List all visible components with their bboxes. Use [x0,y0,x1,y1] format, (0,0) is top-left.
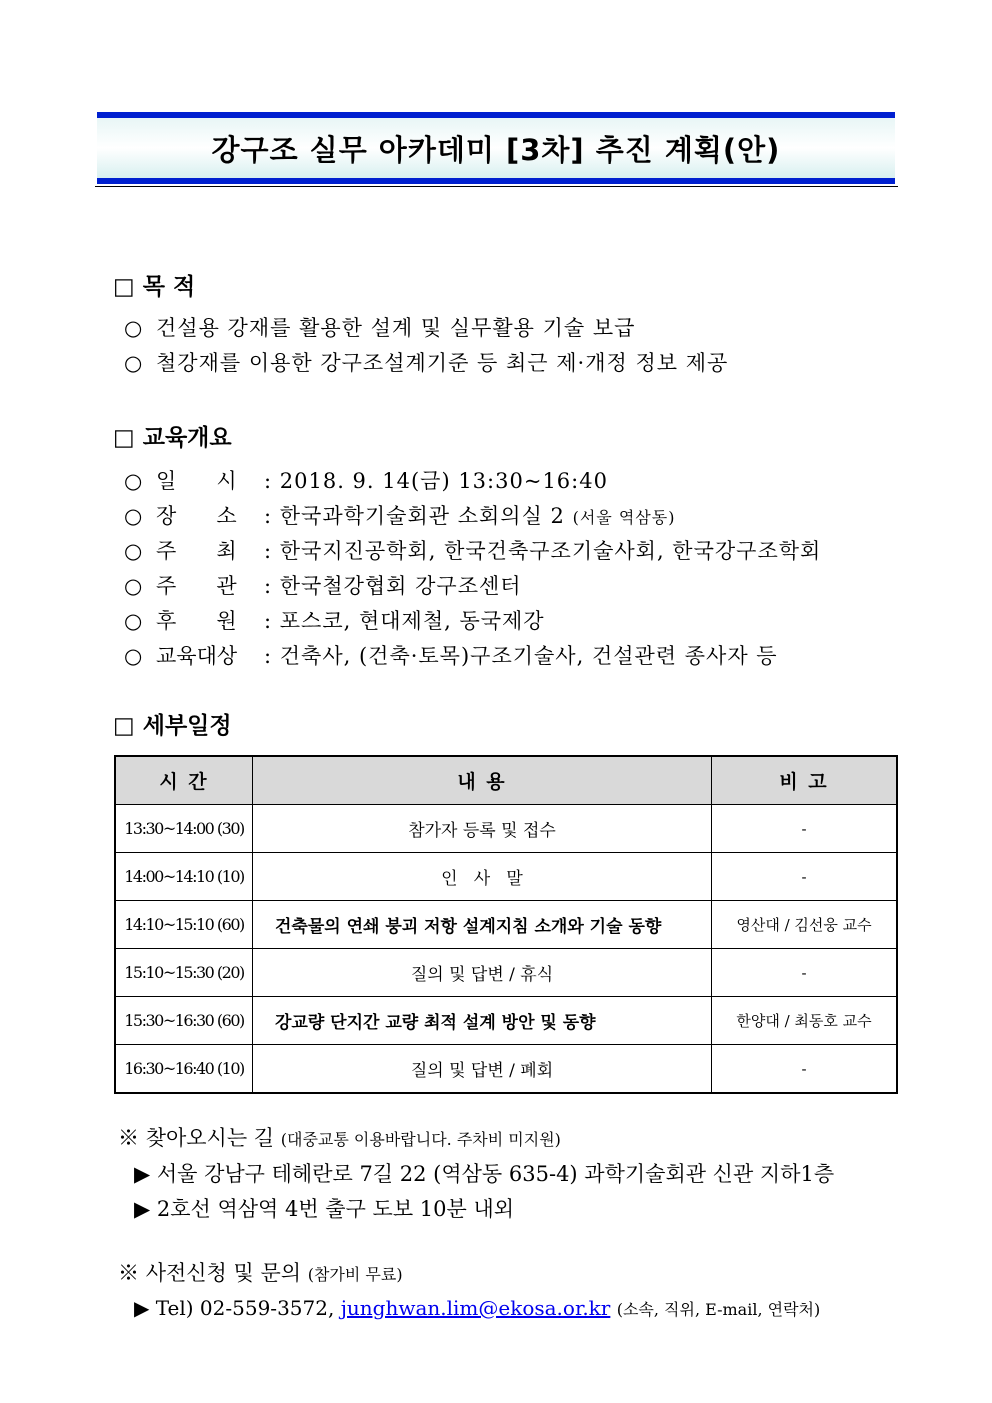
bullet-icon: ○ [124,351,144,375]
directions-heading [118,1122,561,1152]
cell-time: 13:30~14:00 (30) [115,805,253,853]
table-row [115,949,897,997]
cell-note: - [712,853,898,901]
cell-note: - [712,1045,898,1094]
table-row [115,853,897,901]
overview-value: : 한국철강협회 강구조센터 [264,574,522,598]
section-heading-overview: □ 교육개요 [113,425,232,451]
schedule-table [114,755,898,1094]
directions-subway [134,1193,514,1223]
overview-item [124,640,778,670]
cell-time: 15:10~15:30 (20) [115,949,253,997]
cell-time: 14:00~14:10 (10) [115,853,253,901]
title-box [97,112,895,184]
table-row [115,997,897,1045]
registration-heading [118,1257,403,1287]
bullet-icon: ○ [124,316,144,340]
overview-value: : 2018. 9. 14(금) 13:30~16:40 [264,469,608,493]
directions-title: 찾아오시는 길 [145,1126,275,1150]
registration-title: 사전신청 및 문의 [145,1261,302,1285]
overview-label: 후 원 [156,609,237,633]
header-time: 시 간 [115,756,253,805]
table-row [115,901,897,949]
purpose-text: 철강재를 이용한 강구조설계기준 등 최근 제·개정 정보 제공 [156,351,729,375]
purpose-text: 건설용 강재를 활용한 설계 및 실무활용 기술 보급 [156,316,636,340]
overview-value: : 건축사, (건축·토목)구조기술사, 건설관련 종사자 등 [264,644,778,668]
overview-label: 주 최 [156,539,237,563]
overview-extra: (서울 역삼동) [572,508,676,527]
cell-note: 영산대 / 김선웅 교수 [712,901,898,949]
reference-mark: ※ [118,1126,139,1150]
directions-address [134,1158,834,1188]
section-heading-purpose: □ 목 적 [113,274,196,300]
bullet-icon: ○ [124,644,144,668]
subway-text: 2호선 역삼역 4번 출구 도보 10분 내외 [156,1197,515,1221]
overview-label: 교육대상 [156,644,238,668]
purpose-item [124,312,635,342]
cell-note: 한양대 / 최동호 교수 [712,997,898,1045]
cell-time: 16:30~16:40 (10) [115,1045,253,1094]
tel-text: Tel) 02-559-3572, [155,1296,335,1320]
directions-note: (대중교통 이용바랍니다. 주차비 미지원) [280,1130,561,1149]
overview-item [124,605,545,635]
cell-note: - [712,949,898,997]
bullet-icon: ○ [124,504,144,528]
arrow-icon: ▶ [134,1197,151,1221]
header-note: 비 고 [712,756,898,805]
cell-content: 인 사 말 [253,853,712,901]
header-content: 내 용 [253,756,712,805]
overview-item [124,500,675,530]
overview-value: : 한국과학기술회관 소회의실 2 [264,504,565,528]
page-title: 강구조 실무 아카데미 [3차] 추진 계획(안) [211,132,781,167]
overview-item [124,535,821,565]
purpose-item [124,347,728,377]
table-row [115,805,897,853]
registration-note: (참가비 무료) [307,1265,403,1284]
cell-content: 질의 및 답변 / 폐회 [253,1045,712,1094]
overview-item [124,570,522,600]
bullet-icon: ○ [124,609,144,633]
arrow-icon: ▶ [134,1162,151,1186]
address-text: 서울 강남구 테헤란로 7길 22 (역삼동 635-4) 과학기술회관 신관 지하1층 [156,1162,835,1186]
bullet-icon: ○ [124,574,144,598]
registration-contact [134,1296,820,1320]
overview-value: : 포스코, 현대제철, 동국제강 [264,609,545,633]
cell-content: 건축물의 연쇄 붕괴 저항 설계지침 소개와 기술 동향 [253,901,712,949]
overview-item [124,465,608,495]
title-underline [95,186,898,187]
bullet-icon: ○ [124,469,144,493]
cell-content: 질의 및 답변 / 휴식 [253,949,712,997]
reference-mark: ※ [118,1261,139,1285]
overview-value: : 한국지진공학회, 한국건축구조기술사회, 한국강구조학회 [264,539,822,563]
cell-content: 참가자 등록 및 접수 [253,805,712,853]
arrow-icon: ▶ [134,1296,150,1320]
cell-content: 강교량 단지간 교량 최적 설계 방안 및 동향 [253,997,712,1045]
overview-label: 주 관 [156,574,237,598]
email-link[interactable]: junghwan.lim@ekosa.or.kr [340,1296,611,1320]
section-heading-schedule: □ 세부일정 [113,713,232,739]
overview-label: 일 시 [156,469,237,493]
overview-label: 장 소 [156,504,237,528]
cell-time: 14:10~15:10 (60) [115,901,253,949]
email-note: (소속, 직위, E-mail, 연락처) [616,1300,821,1319]
bullet-icon: ○ [124,539,144,563]
cell-time: 15:30~16:30 (60) [115,997,253,1045]
table-row [115,1045,897,1094]
cell-note: - [712,805,898,853]
